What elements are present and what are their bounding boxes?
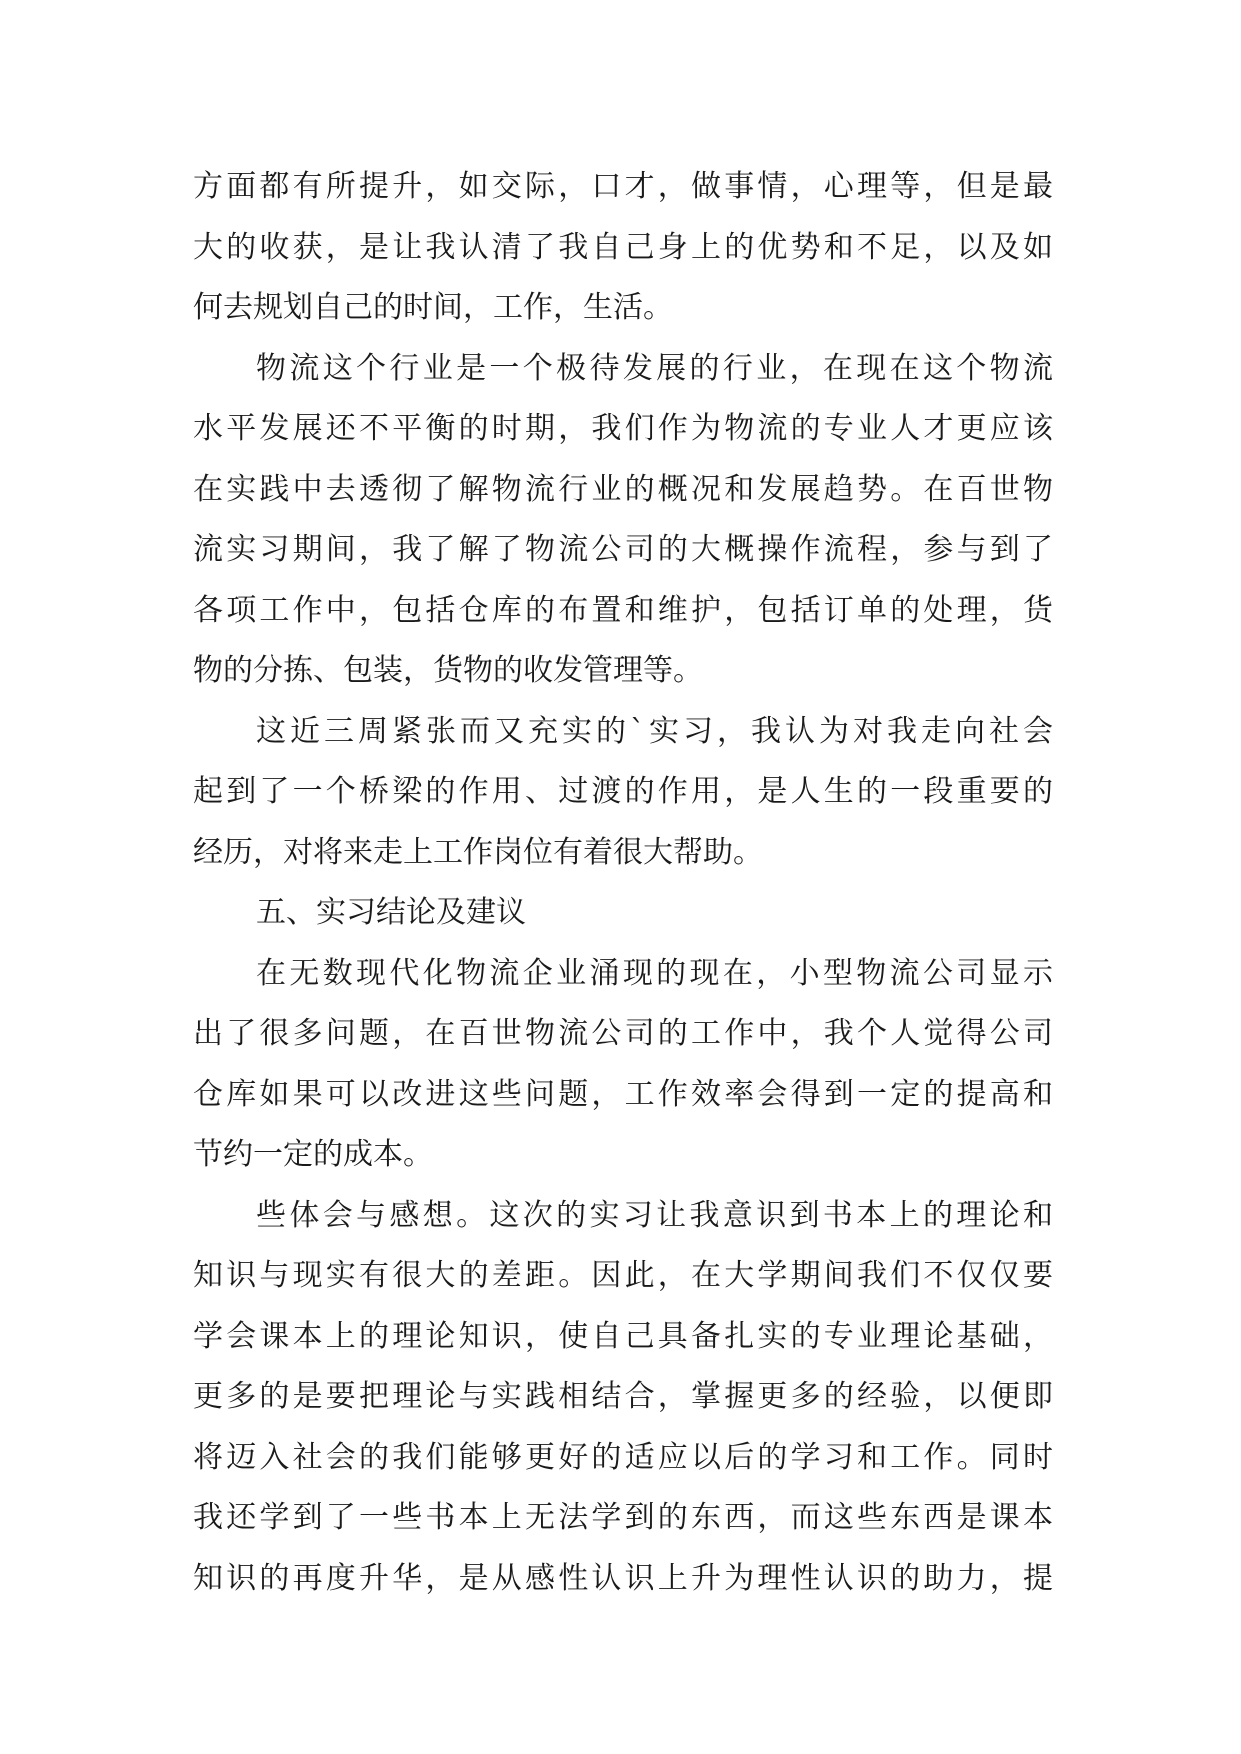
text-line: 将迈入社会的我们能够更好的适应以后的学习和工作。同时 — [193, 1439, 1053, 1475]
text-line: 知识的再度升华，是从感性认识上升为理性认识的助力，提 — [193, 1560, 1053, 1596]
text-line: 在无数现代化物流企业涌现的现在，小型物流公司显示 — [256, 955, 1053, 991]
text-line: 各项工作中，包括仓库的布置和维护，包括订单的处理，货 — [193, 592, 1053, 628]
text-line: 水平发展还不平衡的时期，我们作为物流的专业人才更应该 — [193, 411, 1053, 446]
text-line: 经历，对将来走上工作岗位有着很大帮助。 — [193, 834, 763, 870]
text-line: 方面都有所提升，如交际，口才，做事情，心理等，但是最 — [193, 169, 1053, 204]
text-line: 流实习期间，我了解了物流公司的大概操作流程，参与到了 — [193, 532, 1053, 567]
text-line: 大的收获，是让我认清了我自己身上的优势和不足，以及如 — [193, 229, 1053, 265]
text-line: 节约一定的成本。 — [193, 1137, 433, 1172]
text-line: 我还学到了一些书本上无法学到的东西，而这些东西是课本 — [193, 1500, 1053, 1535]
text-line: 知识与现实有很大的差距。因此，在大学期间我们不仅仅要 — [193, 1258, 1053, 1293]
text-line: 何去规划自己的时间，工作，生活。 — [193, 290, 673, 325]
text-line: 物的分拣、包装，货物的收发管理等。 — [193, 653, 703, 688]
text-line: 物流这个行业是一个极待发展的行业，在现在这个物流 — [256, 350, 1053, 386]
document-body — [193, 157, 1053, 1609]
text-line: 学会课本上的理论知识，使自己具备扎实的专业理论基础， — [193, 1318, 1053, 1354]
text-line: 在实践中去透彻了解物流行业的概况和发展趋势。在百世物 — [193, 471, 1053, 507]
text-line: 这近三周紧张而又充实的`实习，我认为对我走向社会 — [256, 713, 1053, 749]
text-line: 五、实习结论及建议 — [256, 895, 526, 930]
text-line: 仓库如果可以改进这些问题，工作效率会得到一定的提高和 — [193, 1076, 1053, 1112]
text-line: 出了很多问题，在百世物流公司的工作中，我个人觉得公司 — [193, 1016, 1053, 1051]
text-line: 些体会与感想。这次的实习让我意识到书本上的理论和 — [256, 1197, 1053, 1233]
text-line: 更多的是要把理论与实践相结合，掌握更多的经验，以便即 — [193, 1379, 1053, 1414]
text-line: 起到了一个桥梁的作用、过渡的作用，是人生的一段重要的 — [193, 774, 1053, 809]
